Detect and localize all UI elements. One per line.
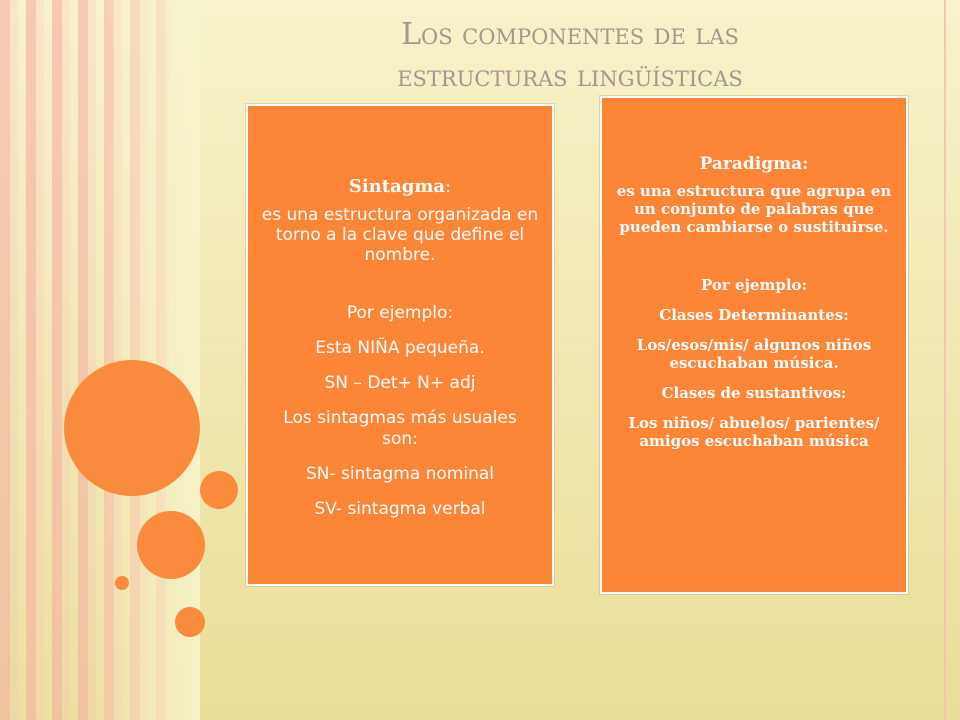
sintagma-heading-colon: : <box>445 176 452 197</box>
decor-circle-medium <box>137 511 205 579</box>
sintagma-heading-text: Sintagma <box>348 176 446 197</box>
title-line-1-text: os componentes de las <box>421 17 739 52</box>
title-initial: L <box>401 17 422 52</box>
sintagma-definition: es una estructura organizada en torno a la clave que define el nombre. <box>261 205 539 265</box>
paradigma-examples-label: Por ejemplo: <box>700 276 808 294</box>
paradigma-heading: Paradigma: <box>699 154 809 174</box>
sintagma-usual-2: SV- sintagma verbal <box>314 499 486 519</box>
decor-circle-tiny <box>115 576 129 590</box>
sintagma-heading <box>248 176 552 197</box>
paradigma-definition: es una estructura que agrupa en un conjunto de palabras que pueden cambiarse o sustituirse. <box>616 182 892 236</box>
decor-circle-small-1 <box>200 471 238 509</box>
sintagma-example-1: Esta NIÑA pequeña. <box>315 338 485 358</box>
decor-circle-large <box>64 360 200 496</box>
sintagma-usual-label: Los sintagmas más usuales son: <box>283 408 517 449</box>
paradigma-class2-example: Los niños/ abuelos/ parientes/ amigos escuchaban música <box>628 414 880 450</box>
paradigma-box <box>600 96 908 594</box>
slide-title <box>210 14 930 98</box>
title-line-2: estructuras lingüísticas <box>397 59 743 94</box>
sintagma-examples-label: Por ejemplo: <box>346 303 454 323</box>
paradigma-class2-label: Clases de sustantivos: <box>661 384 847 402</box>
sintagma-example-2: SN – Det+ N+ adj <box>324 373 476 393</box>
paradigma-class1-label: Clases Determinantes: <box>659 306 849 324</box>
decor-circle-small-2 <box>175 607 205 637</box>
paradigma-class1-example: Los/esos/mis/ algunos niños escuchaban música. <box>636 336 872 372</box>
sintagma-box <box>246 104 554 586</box>
sintagma-usual-1: SN- sintagma nominal <box>305 464 495 484</box>
title-line-1 <box>210 14 930 56</box>
right-divider-line <box>944 0 946 720</box>
